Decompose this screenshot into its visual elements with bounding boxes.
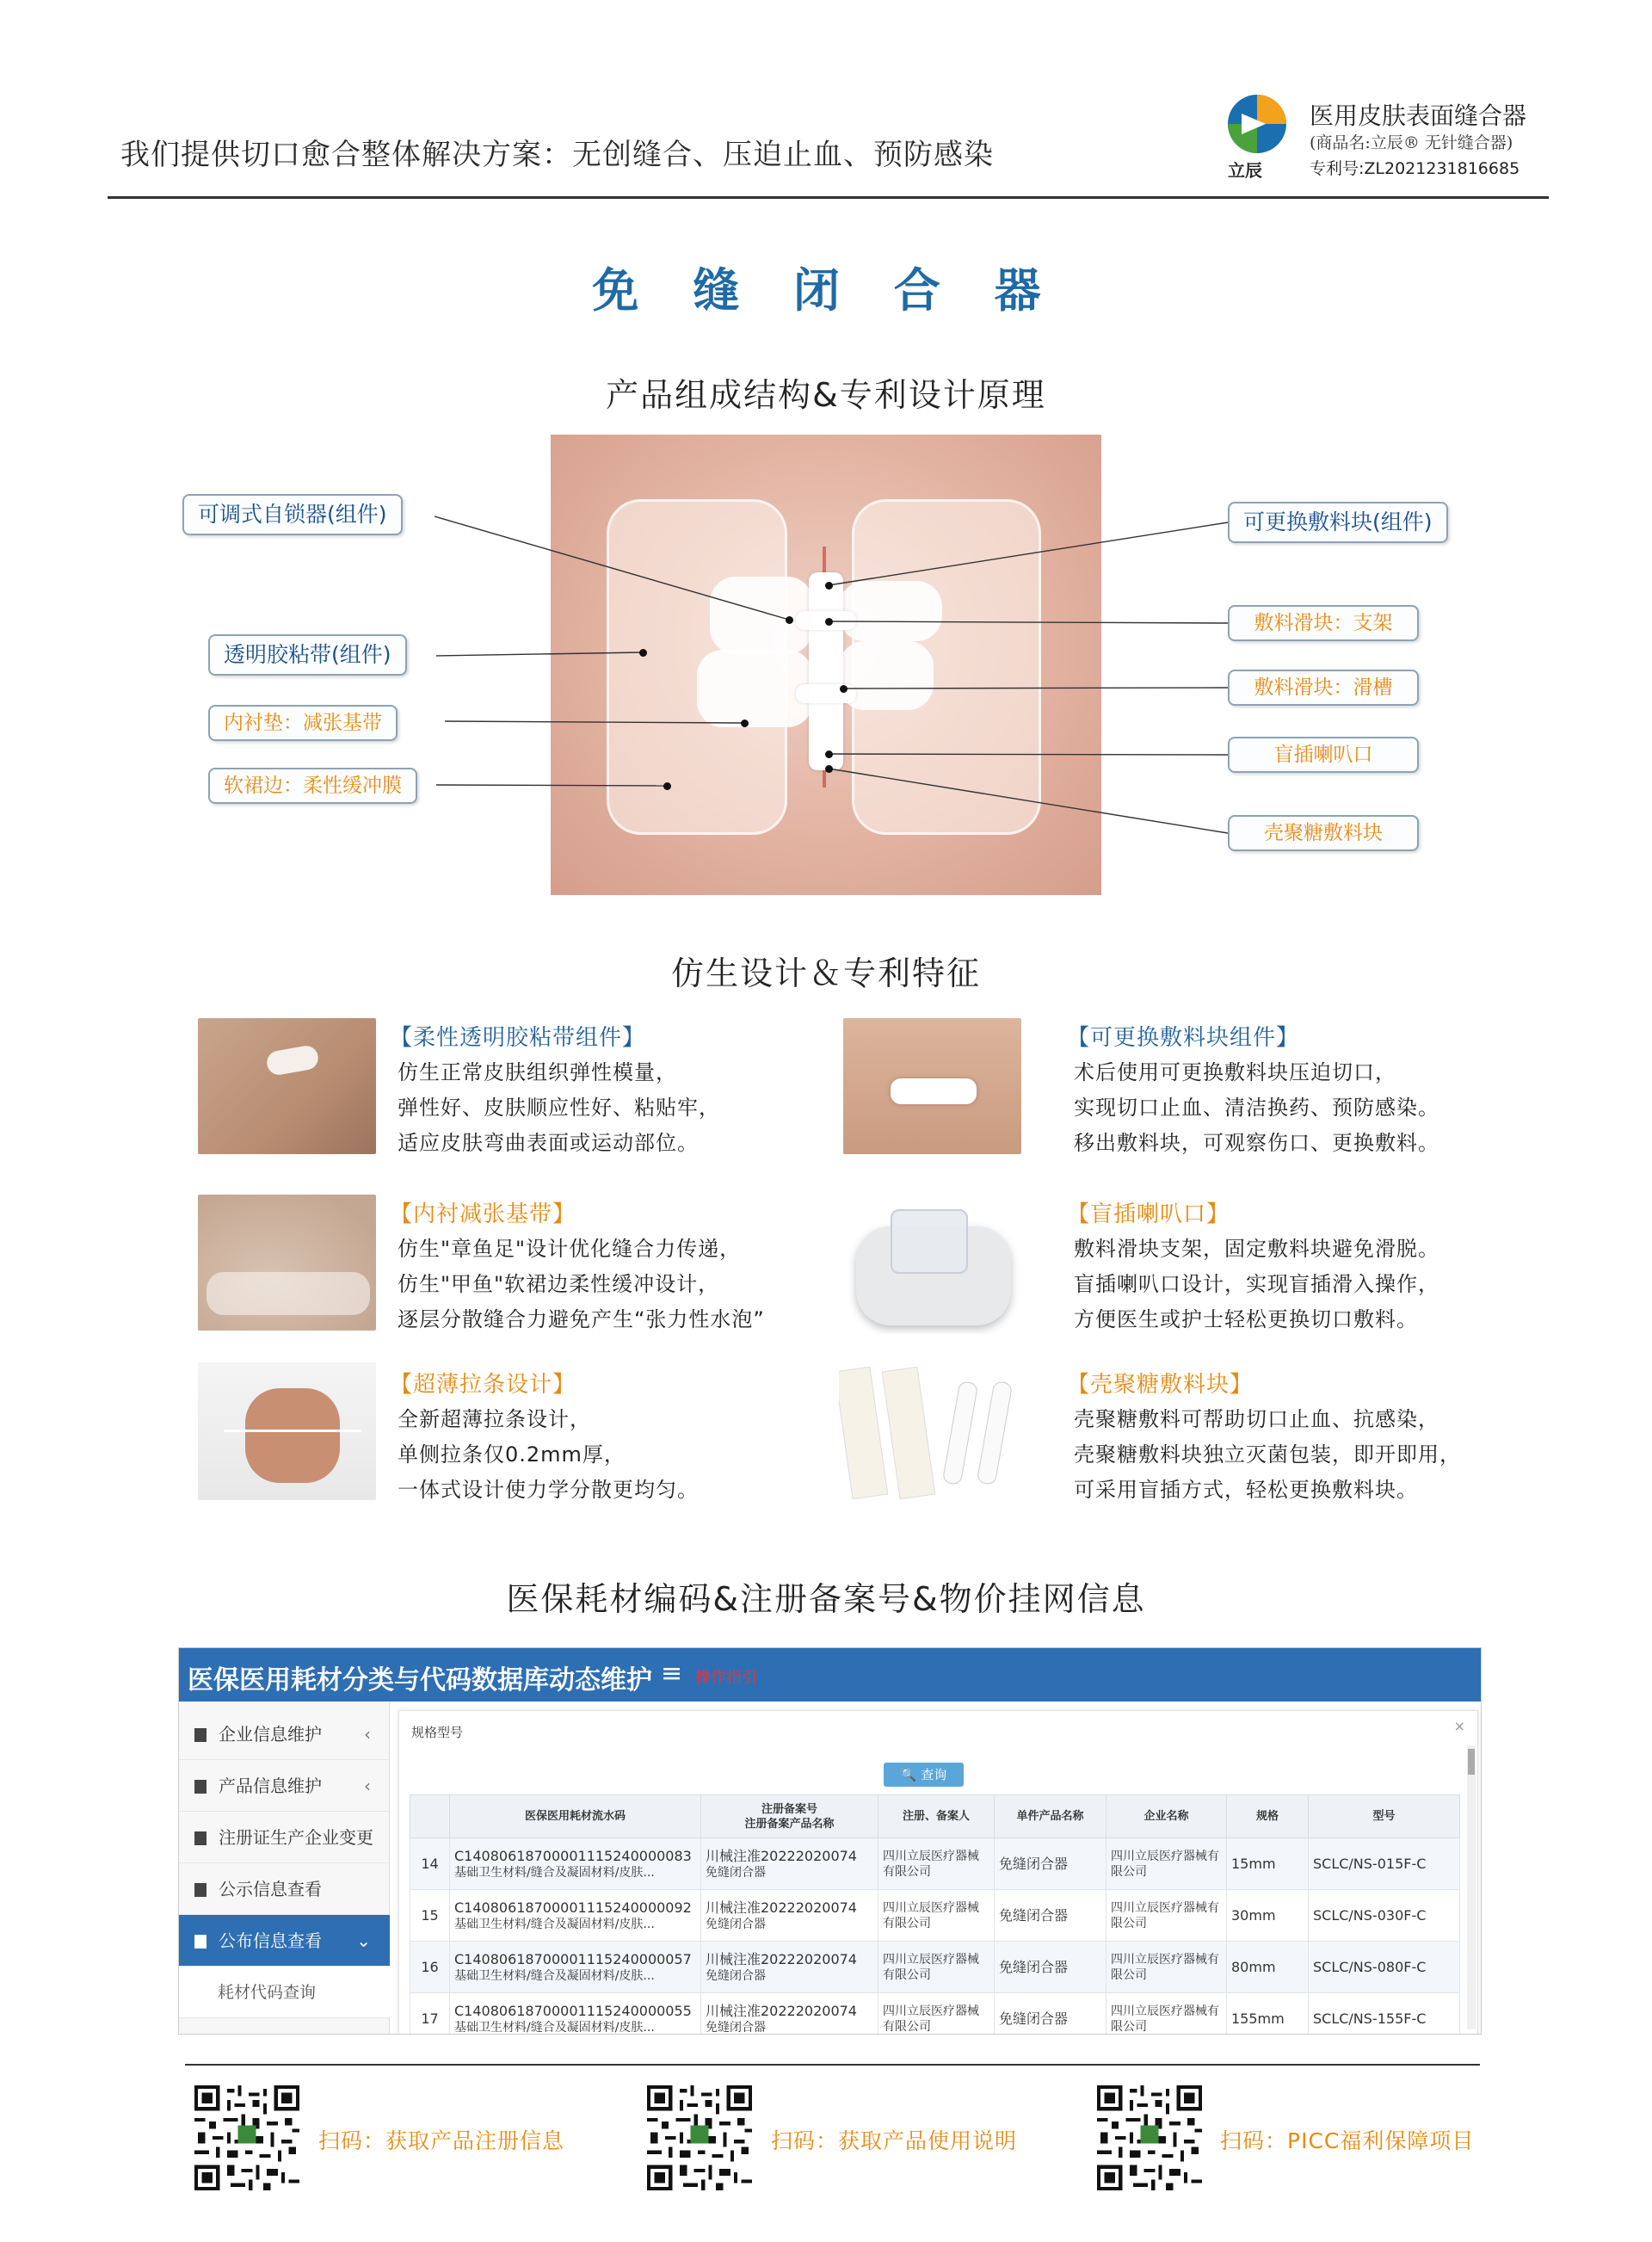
- table-cell: [1106, 1993, 1227, 2035]
- sidebar-item-published-info[interactable]: 公布信息查看 ⌄: [179, 1915, 390, 1967]
- query-button[interactable]: 🔍 查询: [884, 1763, 964, 1787]
- table-cell: [878, 1890, 995, 1942]
- table-row[interactable]: [410, 1993, 1460, 2035]
- cell-text: 16: [421, 1958, 439, 1975]
- callout-slider-slot: 敷料滑块：滑槽: [1228, 670, 1419, 706]
- sidebar-item-public-notice[interactable]: 公示信息查看: [179, 1863, 390, 1915]
- section-title-insurance: 医保耗材编码&注册备案号&物价挂网信息: [506, 1580, 1146, 1618]
- cell-text: SCLC/NS-015F-C: [1313, 1855, 1427, 1872]
- menu-icon[interactable]: ≡: [661, 1658, 683, 1689]
- arm-photo: [843, 1018, 1021, 1154]
- feature-line: 移出敷料块，可观察伤口、更换敷料。: [1074, 1131, 1439, 1155]
- cell-text: 川械注准20222020074: [706, 1951, 857, 1967]
- cell-text: 基础卫生材料/缝合及凝固材料/皮肤...: [454, 2021, 655, 2035]
- cell-text: C14080618700001115240000055: [454, 2003, 692, 2019]
- patent-number: 专利号:ZL2021231816685: [1310, 159, 1520, 178]
- cell-text: 17: [421, 2010, 439, 2027]
- db-title: 医保医用耗材分类与代码数据库动态维护: [188, 1665, 652, 1695]
- left-stub-lower: [697, 650, 813, 727]
- chevron-down-icon: ⌄: [356, 1930, 371, 1951]
- cell-text: 川械注准20222020074: [706, 2003, 857, 2019]
- table-cell: [995, 1942, 1106, 1993]
- cell-text: SCLC/NS-080F-C: [1313, 1958, 1427, 1975]
- feature-line: 单侧拉条仅0.2mm厚，: [398, 1442, 626, 1467]
- table-row[interactable]: [410, 1890, 1460, 1942]
- book-icon: [194, 1780, 206, 1794]
- table-cell: [995, 1890, 1106, 1942]
- qr-code-instructions[interactable]: [647, 2085, 752, 2190]
- col-header: [410, 1795, 450, 1838]
- cell-text: 30mm: [1231, 1906, 1276, 1924]
- feature-line: 实现切口止血、清洁换药、预防感染。: [1074, 1096, 1439, 1120]
- cell-text: C14080618700001115240000092: [454, 1899, 692, 1916]
- scrollbar[interactable]: [1467, 1745, 1476, 2029]
- feature-line: 壳聚糖敷料可帮助切口止血、抗感染，: [1074, 1407, 1439, 1431]
- feature-title-thin-strip: 【超薄拉条设计】: [390, 1372, 576, 1398]
- right-stub: [839, 581, 942, 641]
- table-cell: [878, 1942, 995, 1993]
- cell-text: 四川立辰医疗器械有限公司: [1111, 1952, 1219, 1982]
- logo-text: 立辰: [1228, 160, 1262, 181]
- feature-line: 可采用盲插方式，轻松更换敷料块。: [1074, 1478, 1418, 1502]
- col-header: 型号: [1309, 1795, 1460, 1838]
- callout-slider-bracket: 敷料滑块：支架: [1228, 605, 1419, 641]
- callout-self-locking-device: 可调式自锁器(组件): [182, 494, 403, 535]
- callout-blind-insert-mouth: 盲插喇叭口: [1228, 737, 1419, 773]
- table-cell: [701, 1890, 878, 1942]
- feature-title-chitosan: 【壳聚糖敷料块】: [1067, 1372, 1254, 1398]
- cell-text: 四川立辰医疗器械有限公司: [883, 1952, 979, 1982]
- blind-insert-photo: [848, 1192, 1020, 1334]
- chevron-left-icon: ‹: [364, 1776, 371, 1796]
- qr-label-registration: 扫码：获取产品注册信息: [318, 2128, 565, 2153]
- cell-text: 免缝闭合器: [999, 1906, 1069, 1924]
- cell-text: C14080618700001115240000083: [454, 1848, 692, 1864]
- feature-title-replaceable: 【可更换敷料块组件】: [1067, 1025, 1300, 1051]
- table-cell: [878, 1993, 995, 2035]
- section-title-structure: 产品组成结构&专利设计原理: [606, 376, 1046, 414]
- qr-label-instructions: 扫码：获取产品使用说明: [771, 2128, 1018, 2153]
- table-cell: [1106, 1838, 1227, 1890]
- hand-strip-photo: [198, 1362, 376, 1500]
- cell-text: 免缝闭合器: [999, 1855, 1069, 1872]
- db-sidebar: [179, 1702, 390, 2035]
- table-cell: [450, 1993, 701, 2035]
- feature-line: 全新超薄拉条设计，: [398, 1407, 591, 1431]
- col-header: 单件产品名称: [995, 1795, 1106, 1838]
- knee-photo: [198, 1018, 376, 1154]
- cell-text: 免缝闭合器: [706, 1969, 766, 1983]
- table-row[interactable]: [410, 1942, 1460, 1993]
- callout-dot: [840, 685, 848, 693]
- cell-text: 四川立辰医疗器械有限公司: [1111, 1900, 1219, 1930]
- table-cell: [1227, 1838, 1309, 1890]
- cell-text: 四川立辰医疗器械有限公司: [1111, 1849, 1219, 1879]
- table-cell: [995, 1993, 1106, 2035]
- callout-liner-pad: 内衬垫：减张基带: [208, 705, 398, 741]
- db-table: [410, 1794, 1460, 2035]
- cell-text: 免缝闭合器: [706, 2021, 766, 2035]
- qr-code-picc[interactable]: [1097, 2085, 1202, 2190]
- table-cell: [1309, 1890, 1460, 1942]
- book-icon: [194, 1728, 206, 1742]
- liner-closeup-photo: [198, 1195, 376, 1331]
- cell-text: 15mm: [1231, 1855, 1276, 1872]
- table-cell: [1106, 1942, 1227, 1993]
- sidebar-item-product[interactable]: 产品信息维护 ‹: [179, 1760, 390, 1812]
- guide-link[interactable]: 操作指引: [695, 1669, 757, 1687]
- table-cell: [1227, 1890, 1309, 1942]
- section-title-features: 仿生设计＆专利特征: [670, 954, 981, 992]
- cell-text: 基础卫生材料/缝合及凝固材料/皮肤...: [454, 1866, 655, 1880]
- feature-title-adhesive: 【柔性透明胶粘带组件】: [390, 1025, 646, 1051]
- page-title: 免 缝 闭 合 器: [592, 263, 1060, 318]
- footer-divider: [185, 2064, 1480, 2066]
- cell-text: 免缝闭合器: [999, 1958, 1069, 1975]
- feature-line: 逐层分散缝合力避免产生“张力性水泡”: [398, 1307, 765, 1331]
- panel-label: 规格型号: [411, 1725, 464, 1740]
- cell-text: 80mm: [1231, 1958, 1276, 1975]
- col-header: 医保医用耗材流水码: [450, 1795, 701, 1838]
- table-cell: [450, 1942, 701, 1993]
- table-cell: [878, 1838, 995, 1890]
- feature-line: 盲插喇叭口设计，实现盲插滑入操作，: [1074, 1272, 1439, 1296]
- company-logo: [1226, 93, 1288, 155]
- cell-text: 基础卫生材料/缝合及凝固材料/皮肤...: [454, 1969, 655, 1983]
- dressing-block: [809, 572, 843, 770]
- chitosan-package-photo: [839, 1364, 1024, 1502]
- feature-line: 术后使用可更换敷料块压迫切口，: [1074, 1060, 1396, 1084]
- database-screenshot: [178, 1647, 1482, 2035]
- cell-text: 基础卫生材料/缝合及凝固材料/皮肤...: [454, 1918, 655, 1931]
- callout-dot: [825, 582, 833, 590]
- feature-line: 一体式设计使力学分散更均匀。: [398, 1478, 699, 1502]
- product-photo: [551, 435, 1101, 895]
- callout-dot: [825, 618, 833, 626]
- close-icon[interactable]: ×: [1453, 1718, 1465, 1734]
- callout-dot: [741, 720, 749, 727]
- book-icon: [194, 1831, 206, 1845]
- col-header: 注册备案号 注册备案产品名称: [701, 1795, 878, 1838]
- col-header: 企业名称: [1106, 1795, 1227, 1838]
- col-header: 注册、备案人: [878, 1795, 995, 1838]
- cell-text: 四川立辰医疗器械有限公司: [1111, 2004, 1219, 2034]
- callout-dot: [825, 750, 833, 758]
- db-header-bar: [179, 1648, 1481, 1702]
- callout-chitosan-dressing: 壳聚糖敷料块: [1228, 815, 1419, 851]
- sidebar-item-registration-change[interactable]: 注册证生产企业变更: [179, 1812, 390, 1863]
- sidebar-item-code-query[interactable]: 耗材代码查询: [179, 1967, 390, 2018]
- table-cell: [701, 1942, 878, 1993]
- cell-text: 四川立辰医疗器械有限公司: [883, 2004, 979, 2034]
- qr-code-registration[interactable]: [194, 2085, 299, 2190]
- spec-panel: [398, 1710, 1478, 2035]
- table-cell: [410, 1838, 450, 1890]
- feature-line: 壳聚糖敷料块独立灭菌包装，即开即用，: [1074, 1442, 1461, 1467]
- header-slogan: 我们提供切口愈合整体解决方案：无创缝合、压迫止血、预防感染: [120, 138, 994, 172]
- cell-text: 14: [421, 1855, 439, 1872]
- table-cell: [1227, 1993, 1309, 2035]
- feature-title-blind-insert: 【盲插喇叭口】: [1067, 1201, 1230, 1227]
- table-cell: [450, 1890, 701, 1942]
- chevron-left-icon: ‹: [364, 1724, 371, 1745]
- qr-label-picc: 扫码：PICC福利保障项目: [1220, 2128, 1475, 2153]
- feature-line: 仿生"章鱼足"设计优化缝合力传递，: [398, 1237, 742, 1261]
- table-cell: [450, 1838, 701, 1890]
- cell-text: 155mm: [1231, 2010, 1285, 2027]
- cell-text: SCLC/NS-030F-C: [1313, 1906, 1427, 1924]
- feature-line: 方便医生或护士轻松更换切口敷料。: [1074, 1307, 1418, 1331]
- table-cell: [410, 1993, 450, 2035]
- table-cell: [410, 1890, 450, 1942]
- table-cell: [701, 1993, 878, 2035]
- scrollbar-thumb[interactable]: [1468, 1749, 1475, 1775]
- feature-title-liner: 【内衬减张基带】: [390, 1201, 576, 1227]
- callout-replaceable-dressing: 可更换敷料块(组件): [1228, 502, 1448, 543]
- cell-text: 四川立辰医疗器械有限公司: [883, 1849, 979, 1879]
- cell-text: 四川立辰医疗器械有限公司: [883, 1900, 979, 1930]
- table-cell: [1106, 1890, 1227, 1942]
- book-icon: [194, 1883, 206, 1897]
- feature-line: 敷料滑块支架，固定敷料块避免滑脱。: [1074, 1237, 1439, 1261]
- callout-dot: [825, 765, 833, 773]
- callout-transparent-adhesive: 透明胶粘带(组件): [208, 634, 407, 676]
- brand-name: 医用皮肤表面缝合器: [1310, 102, 1527, 130]
- sidebar-item-company[interactable]: 企业信息维护 ‹: [179, 1708, 390, 1760]
- cell-text: 免缝闭合器: [706, 1918, 766, 1931]
- cell-text: SCLC/NS-155F-C: [1313, 2010, 1427, 2027]
- feature-line: 适应皮肤弯曲表面或运动部位。: [398, 1131, 699, 1155]
- cell-text: 免缝闭合器: [706, 1866, 766, 1880]
- col-header: 规格: [1227, 1795, 1309, 1838]
- cell-text: 川械注准20222020074: [706, 1848, 857, 1864]
- header-divider: [108, 196, 1549, 199]
- table-cell: [1309, 1942, 1460, 1993]
- cell-text: 川械注准20222020074: [706, 1899, 857, 1916]
- table-cell: [995, 1838, 1106, 1890]
- table-cell: [1227, 1942, 1309, 1993]
- table-row[interactable]: [410, 1838, 1460, 1890]
- feature-line: 仿生正常皮肤组织弹性模量，: [398, 1060, 677, 1084]
- brand-trade-name: (商品名:立辰® 无针缝合器): [1310, 133, 1513, 152]
- cell-text: C14080618700001115240000057: [454, 1951, 692, 1967]
- callout-dot: [663, 782, 671, 790]
- callout-dot: [639, 649, 647, 657]
- callout-dot: [786, 616, 793, 624]
- table-cell: [701, 1838, 878, 1890]
- cell-text: 15: [421, 1906, 439, 1924]
- book-icon: [194, 1935, 206, 1949]
- table-cell: [1309, 1838, 1460, 1890]
- feature-line: 弹性好、皮肤顺应性好、粘贴牢，: [398, 1096, 720, 1120]
- cell-text: 免缝闭合器: [999, 2010, 1069, 2027]
- table-cell: [1309, 1993, 1460, 2035]
- feature-line: 仿生"甲鱼"软裙边柔性缓冲设计，: [398, 1272, 720, 1296]
- table-cell: [410, 1942, 450, 1993]
- callout-soft-skirt: 软裙边：柔性缓冲膜: [208, 768, 417, 804]
